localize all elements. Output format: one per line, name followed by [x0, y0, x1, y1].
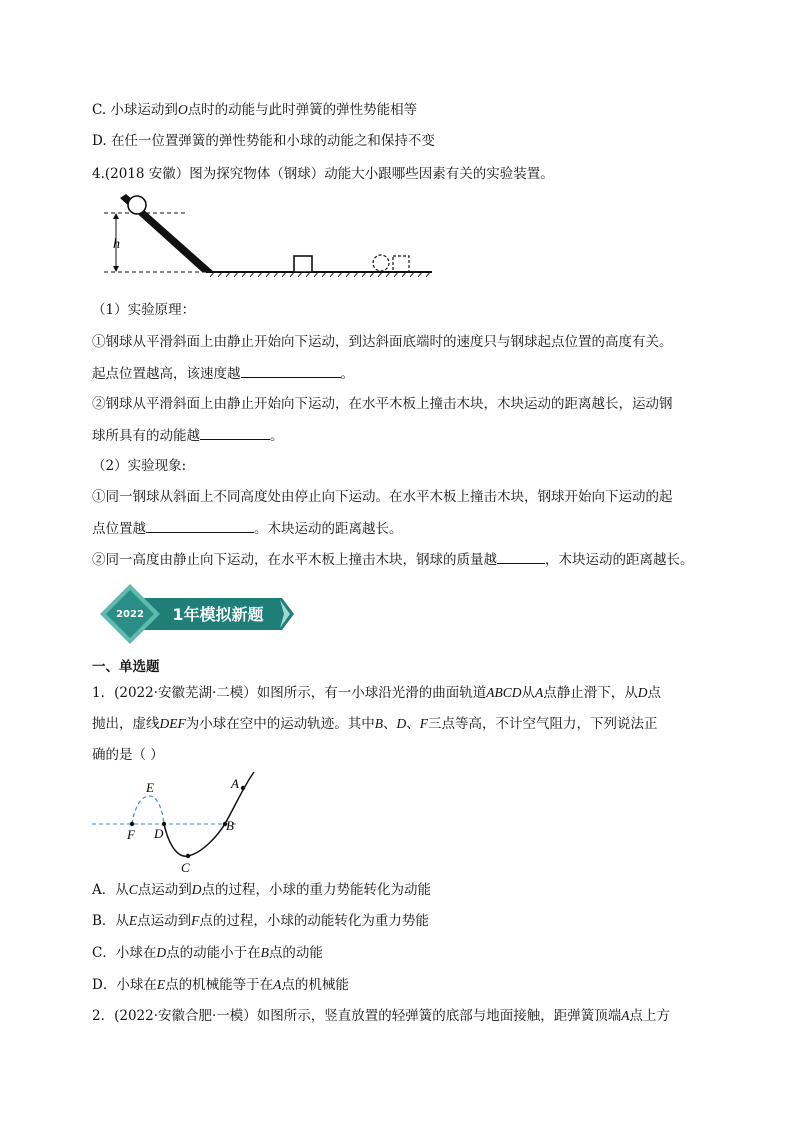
section-banner: [94, 584, 300, 644]
banner-title: 1年模拟新题: [172, 605, 264, 624]
height-label: h: [113, 237, 120, 252]
mc1-option-b: B．从E点运动到F点的过程，小球的动能转化为重力势能: [92, 913, 429, 929]
mc1-stem-line3: 确的是（ ）: [92, 747, 164, 763]
banner-year: 2022: [116, 609, 144, 620]
point-label-c: C: [181, 860, 190, 875]
mc1-option-a: A．从C点运动到D点的过程，小球的重力势能转化为动能: [92, 882, 432, 898]
q4-p1-item2-line1: ②钢球从平滑斜面上由静止开始向下运动，在水平木板上撞击木块，木块运动的距离越长，运动钢: [92, 396, 673, 412]
mc1-stem-line1: 1．(2022·安徽芜湖·二模）如图所示，有一小球沿光滑的曲面轨道ABCD从A点静止滑下，从D点: [92, 685, 662, 701]
q4-p2-item2: ②同一高度由静止向下运动，在水平木板上撞击木块，钢球的质量越 ，木块运动的距离越长。: [92, 549, 694, 570]
mc1-stem-line2: 抛出，虚线DEF为小球在空中的运动轨迹。其中B、D、F三点等高，不计空气阻力，下列说法正: [92, 716, 658, 732]
option-c: C. 小球运动到O点时的动能与此时弹簧的弹性势能相等: [92, 102, 418, 118]
q4-experiment-figure: [96, 186, 438, 282]
point-label-d: D: [154, 826, 164, 841]
q4-p1-item1-line2: 起点位置越高，该速度越 。: [92, 363, 354, 384]
q4-part1-title: （1）实验原理：: [92, 302, 196, 318]
option-d: D. 在任一位置弹簧的弹性势能和小球的动能之和保持不变: [92, 133, 435, 149]
answer-blank[interactable]: [200, 425, 270, 440]
point-label-b: B: [226, 818, 234, 833]
answer-blank[interactable]: [241, 363, 341, 378]
point-label-f: F: [127, 827, 135, 842]
mc1-option-d: D．小球在E点的机械能等于在A点的机械能: [92, 977, 349, 993]
q4-p2-item1-line1: ①同一钢球从斜面上不同高度处由停止向下运动。在水平木板上撞击木块，钢球开始向下运动的起: [92, 489, 673, 505]
mc2-stem: 2．(2022·安徽合肥·一模）如图所示，竖直放置的轻弹簧的底部与地面接触，距弹簧顶端A点上方: [92, 1008, 671, 1024]
answer-blank[interactable]: [497, 549, 545, 564]
q4-stem: 4.(2018 安徽）图为探究物体（钢球）动能大小跟哪些因素有关的实验装置。: [92, 166, 554, 182]
mc1-track-figure: [92, 766, 262, 878]
q4-p1-item1-line1: ①钢球从平滑斜面上由静止开始向下运动，到达斜面底端时的速度只与钢球起点位置的高度有关。: [92, 334, 673, 350]
answer-blank[interactable]: [146, 518, 254, 533]
point-label-a: A: [231, 776, 239, 791]
section-title: 一、单选题: [92, 659, 160, 675]
mc1-option-c: C．小球在D点的动能小于在B点的动能: [92, 945, 323, 961]
q4-part2-title: （2）实验现象:: [92, 458, 187, 474]
point-label-e: E: [146, 780, 154, 795]
q4-p2-item1-line2: 点位置越 。木块运动的距离越长。: [92, 518, 403, 539]
q4-p1-item2-line2: 球所具有的动能越 。: [92, 425, 284, 446]
